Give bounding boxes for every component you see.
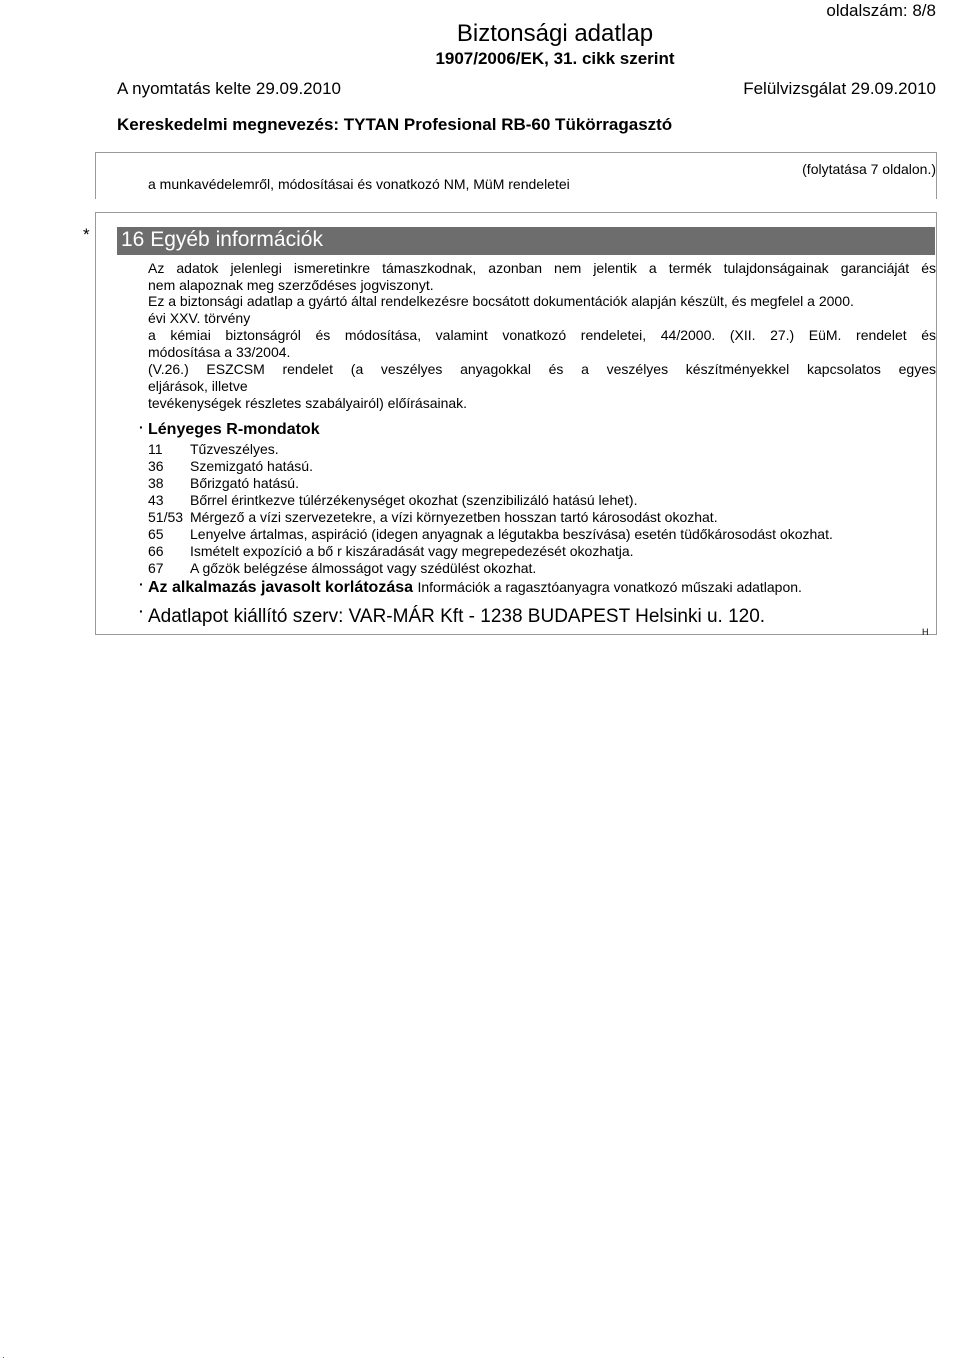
bullet-dot: · <box>139 576 144 592</box>
law-line-3: (V.26.) ESZCSM rendelet (a veszélyes anyagokkal és a veszélyes készítményekkel kapcsolatos egyes <box>148 361 936 377</box>
basis-line-2: évi XXV. törvény <box>148 310 251 326</box>
r-phrase-text: Ismételt expozíció a bő r kiszáradását vagy megrepedezését okozhatja. <box>190 543 634 559</box>
issuer-line: Adatlapot kiállító szerv: VAR-MÁR Kft - 1238 BUDAPEST Helsinki u. 120. <box>148 606 766 627</box>
disclaimer-line-1: Az adatok jelenlegi ismeretinkre támaszkodnak, azonban nem jelentik a termék tulajdonságainak garanciáját és <box>148 260 936 276</box>
r-phrase-text: Lenyelve ártalmas, aspiráció (idegen anyagnak a légutakba beszívása) esetén tüdőkárosodást okozhat. <box>190 526 833 542</box>
r-phrase-code: 11 <box>148 441 163 457</box>
section-title: 16 Egyéb információk <box>121 228 323 251</box>
r-phrase-code: 51/53 <box>148 509 184 525</box>
restriction-text: Információk a ragasztóanyagra vonatkozó műszaki adatlapon. <box>417 579 802 595</box>
r-phrase-code: 65 <box>148 526 164 542</box>
basis-line-1: Ez a biztonsági adatlap a gyártó által rendelkezésre bocsátott dokumentációk alapján készült, és megfelel a 2000. <box>148 293 854 309</box>
restriction-label: Az alkalmazás javasolt korlátozása <box>148 579 414 596</box>
law-line-4: eljárások, illetve <box>148 378 248 394</box>
page-number: oldalszám: 8/8 <box>826 1 936 20</box>
disclaimer-paragraph <box>148 260 936 294</box>
r-phrase-row <box>148 441 279 457</box>
r-phrase-code: 36 <box>148 458 164 474</box>
r-phrase-row <box>148 526 833 542</box>
r-phrase-code: 43 <box>148 492 164 508</box>
disclaimer-line-2: nem alapoznak meg szerződéses jogviszonyt. <box>148 277 434 293</box>
language-code: H <box>922 627 929 637</box>
document-title: Biztonsági adatlap <box>456 20 654 47</box>
document-subtitle: 1907/2006/EK, 31. cikk szerint <box>435 49 675 68</box>
r-phrase-row <box>148 458 313 474</box>
r-phrase-text: Bőrizgató hatású. <box>190 475 299 491</box>
r-phrase-row <box>148 492 637 508</box>
continued-from-note: (folytatása 7 oldalon.) <box>802 161 936 177</box>
r-phrase-text: Bőrrel érintkezve túlérzékenységet okozhat (szenzibilizáló hatású lehet). <box>190 492 638 508</box>
r-phrase-code: 66 <box>148 543 164 559</box>
r-phrase-text: Tűzveszélyes. <box>190 441 279 457</box>
law-line-5: tevékenységek részletes szabályairól) előírásainak. <box>148 395 468 411</box>
trade-name: Kereskedelmi megnevezés: TYTAN Profesional RB-60 Tükörragasztó <box>117 115 673 134</box>
r-phrase-code: 38 <box>148 475 164 491</box>
bullet-dot: · <box>139 603 144 619</box>
r-phrase-row <box>148 560 536 576</box>
bullet-dot: · <box>139 419 144 435</box>
r-phrase-text: Szemizgató hatású. <box>190 458 313 474</box>
law-line-2: módosítása a 33/2004. <box>148 344 291 360</box>
restriction-line <box>148 579 802 597</box>
print-date: A nyomtatás kelte 29.09.2010 <box>117 79 341 98</box>
r-phrase-code: 67 <box>148 560 164 576</box>
corner-mark: · <box>2 1353 5 1362</box>
change-marker: * <box>83 225 90 244</box>
section-header <box>117 227 935 255</box>
r-phrase-row <box>148 475 299 491</box>
r-phrases-heading: Lényeges R-mondatok <box>148 421 320 438</box>
revision-date: Felülvizsgálat 29.09.2010 <box>743 79 936 98</box>
law-line-1: a kémiai biztonságról és módosítása, valamint vonatkozó rendeletei, 44/2000. (XII. 27.) EüM. rendelet és <box>148 327 936 343</box>
r-phrase-text: A gőzök belégzése álmosságot vagy szédülést okozhat. <box>190 560 537 576</box>
basis-paragraph <box>148 293 936 327</box>
regulation-line: a munkavédelemről, módosításai és vonatkozó NM, MüM rendeletei <box>148 176 570 192</box>
r-phrase-row <box>148 543 634 559</box>
r-phrase-row <box>148 509 718 525</box>
r-phrase-text: Mérgező a vízi szervezetekre, a vízi környezetben hosszan tartó károsodást okozhat. <box>190 509 718 525</box>
